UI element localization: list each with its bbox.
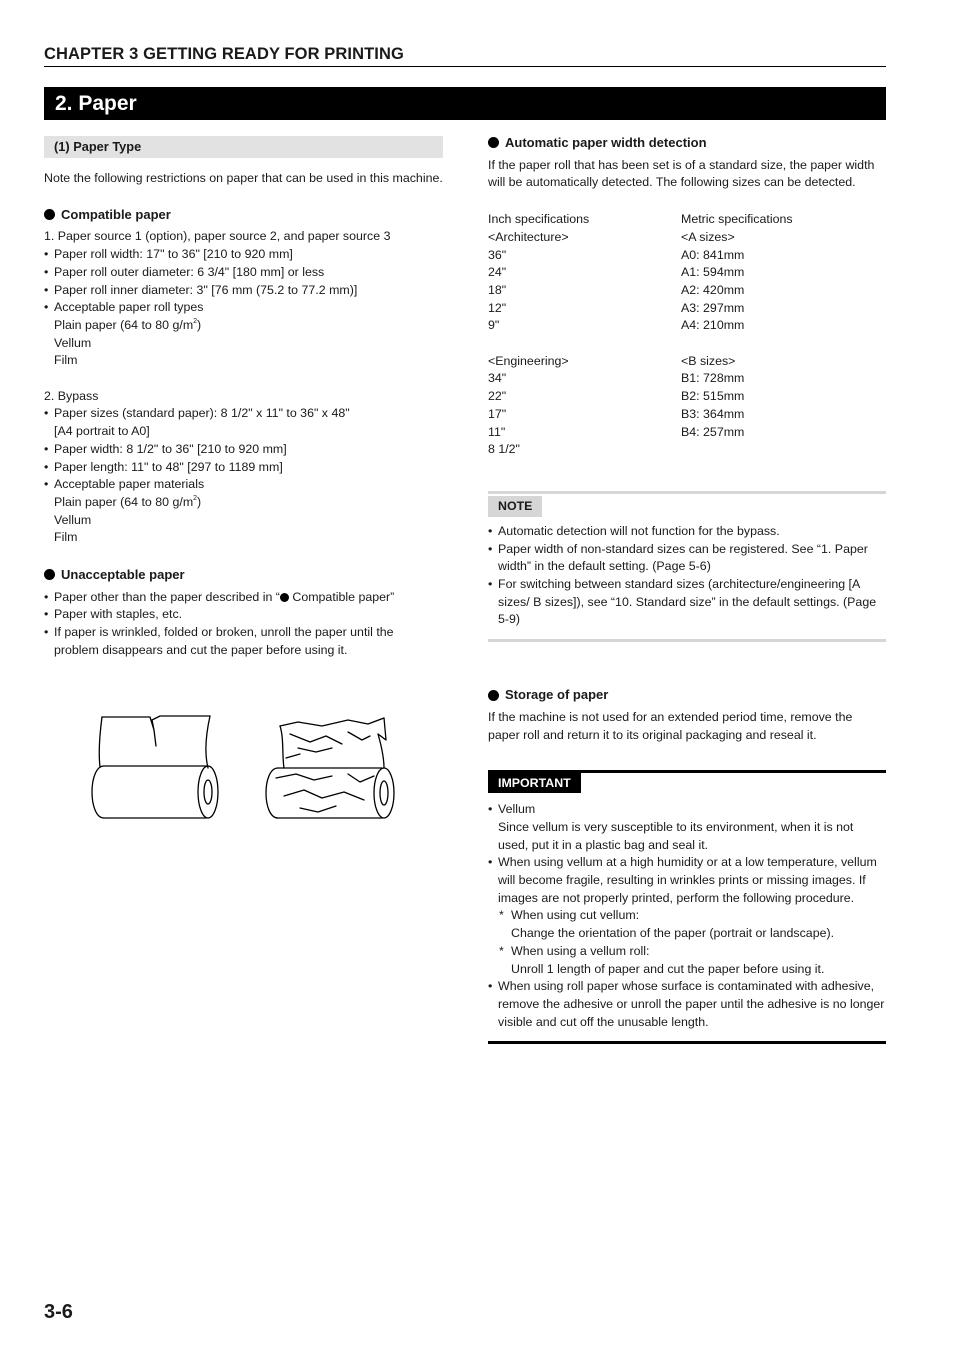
bullet-dot-icon [488, 690, 499, 701]
list-item: • Paper with staples, etc. [44, 606, 443, 624]
important-item: • Vellum [488, 801, 886, 819]
table-cell: 17" [488, 406, 507, 421]
table-cell: 18" [488, 282, 507, 297]
table-cell: <Architecture> [488, 229, 569, 244]
list-item: • Paper length: 11" to 48" [297 to 1189 mm] [44, 459, 443, 477]
note-item: • For switching between standard sizes (architecture/engineering [A sizes/ B sizes]), see “10. Standard size” in the default settings. (Page 5-9) [488, 576, 886, 629]
compatible-paper-heading [44, 206, 443, 224]
table-cell: 11" [488, 424, 506, 439]
storage-heading-text: Storage of paper [505, 687, 609, 703]
important-item: • When using roll paper whose surface is contaminated with adhesive, remove the adhesive or unroll the paper until the adhesive is no longer visible and cut off the unusable length. [488, 978, 886, 1031]
unacceptable-paper-heading [44, 566, 443, 584]
left-column [44, 136, 443, 660]
bypass-title: 2. Bypass [44, 388, 99, 403]
paper-type-plain: Plain paper (64 to 80 $g/m^2$) [54, 317, 202, 332]
bullet-dot-icon [44, 569, 55, 580]
table-cell: <Engineering> [488, 353, 569, 368]
bullet-dot-icon [280, 593, 289, 602]
table-cell: 22" [488, 389, 507, 404]
note-box [488, 491, 886, 642]
list-item: • Paper roll inner diameter: 3" [76 mm (75.2 to 77.2 mm)] [44, 282, 443, 300]
list-item: • If paper is wrinkled, folded or broken, unroll the paper until the [44, 624, 443, 642]
table-cell: A3: 297mm [681, 300, 745, 315]
table-cell: B2: 515mm [681, 389, 745, 404]
table-cell: B1: 728mm [681, 371, 745, 386]
list-item: • Paper roll outer diameter: 6 3/4" [180 mm] or less [44, 264, 443, 282]
list-item: • Paper roll width: 17" to 36" [210 to 920 mm] [44, 246, 443, 264]
note-item: • Automatic detection will not function for the bypass. [488, 523, 886, 541]
list-item: • Paper other than the paper described in “ Compatible paper” [44, 589, 443, 607]
right-column [488, 134, 886, 1044]
paper-type-subhead: (1) Paper Type [44, 136, 443, 158]
note-label: NOTE [488, 496, 542, 517]
table-cell: Metric specifications [681, 212, 793, 227]
important-subitem-text: Change the orientation of the paper (portrait or landscape). [511, 926, 835, 941]
important-subitem: * When using cut vellum: [488, 907, 886, 925]
important-label: IMPORTANT [488, 773, 581, 793]
table-cell: 8 1/2" [488, 442, 520, 457]
table-cell [681, 441, 886, 459]
auto-detect-heading-text: Automatic paper width detection [505, 135, 707, 150]
list-item: • Acceptable paper roll types [44, 299, 443, 317]
table-cell: 12" [488, 300, 507, 315]
bullet-dot-icon [44, 209, 55, 220]
damaged-paper-rolls-illustration [86, 712, 406, 827]
important-subitem: * When using a vellum roll: [488, 943, 886, 961]
unacceptable-heading-text: Unacceptable paper [61, 567, 185, 583]
table-cell: Inch specifications [488, 212, 590, 227]
table-cell: 34" [488, 371, 507, 386]
paper-material-film: Film [54, 530, 78, 545]
section-title: 2. Paper [44, 87, 886, 120]
paper-type-vellum: Vellum [54, 335, 92, 350]
table-cell: 24" [488, 265, 507, 280]
table-cell: 36" [488, 247, 507, 262]
paper-type-intro: Note the following restrictions on paper that can be used in this machine. [44, 171, 443, 185]
bullet-dot-icon [488, 137, 499, 148]
table-cell: 9" [488, 318, 500, 333]
important-box [488, 770, 886, 1044]
table-cell: A0: 841mm [681, 247, 745, 262]
storage-heading [488, 686, 886, 704]
table-cell: B3: 364mm [681, 406, 745, 421]
paper-type-film: Film [54, 353, 78, 368]
auto-detect-intro: If the paper roll that has been set is of a standard size, the paper width will be automatically detected. The following sizes can be detected. [488, 157, 875, 190]
page-number: 3-6 [44, 1301, 73, 1323]
size-spec-table [488, 211, 886, 459]
list-item-continuation: [A4 portrait to A0] [54, 424, 150, 439]
table-cell: <B sizes> [681, 353, 736, 368]
important-item-text: Since vellum is very susceptible to its environment, when it is not used, put it in a plastic bag and seal it. [498, 819, 854, 852]
compatible-heading-text: Compatible paper [61, 206, 171, 222]
source1-title: 1. Paper source 1 (option), paper source 2, and paper source 3 [44, 229, 391, 244]
note-item: • Paper width of non-standard sizes can be registered. See “1. Paper width” in the default setting. (Page 5-6) [488, 541, 886, 576]
list-item: • Acceptable paper materials [44, 476, 443, 494]
storage-text: If the machine is not used for an extended period time, remove the paper roll and return it to its original packaging and reseal it. [488, 709, 853, 742]
table-cell: A4: 210mm [681, 318, 745, 333]
auto-detect-heading [488, 134, 886, 152]
important-subitem-text: Unroll 1 length of paper and cut the paper before using it. [511, 961, 825, 976]
list-item: • Paper width: 8 1/2" to 36" [210 to 920 mm] [44, 441, 443, 459]
table-cell: <A sizes> [681, 229, 735, 244]
table-cell: B4: 257mm [681, 424, 745, 439]
table-cell: A2: 420mm [681, 282, 745, 297]
paper-material-vellum: Vellum [54, 512, 92, 527]
chapter-header: CHAPTER 3 GETTING READY FOR PRINTING [44, 46, 886, 67]
important-item: • When using vellum at a high humidity or at a low temperature, vellum will become fragile, resulting in wrinkles prints or missing images. If images are not properly printed, perform the following procedure. [488, 854, 886, 907]
paper-roll-illustration [86, 712, 406, 833]
paper-material-plain: Plain paper (64 to 80 $g/m^2$) [54, 494, 202, 509]
table-cell: A1: 594mm [681, 265, 745, 280]
list-item-continuation: problem disappears and cut the paper before using it. [54, 642, 348, 657]
list-item: • Paper sizes (standard paper): 8 1/2" x 11" to 36" x 48" [44, 405, 443, 423]
